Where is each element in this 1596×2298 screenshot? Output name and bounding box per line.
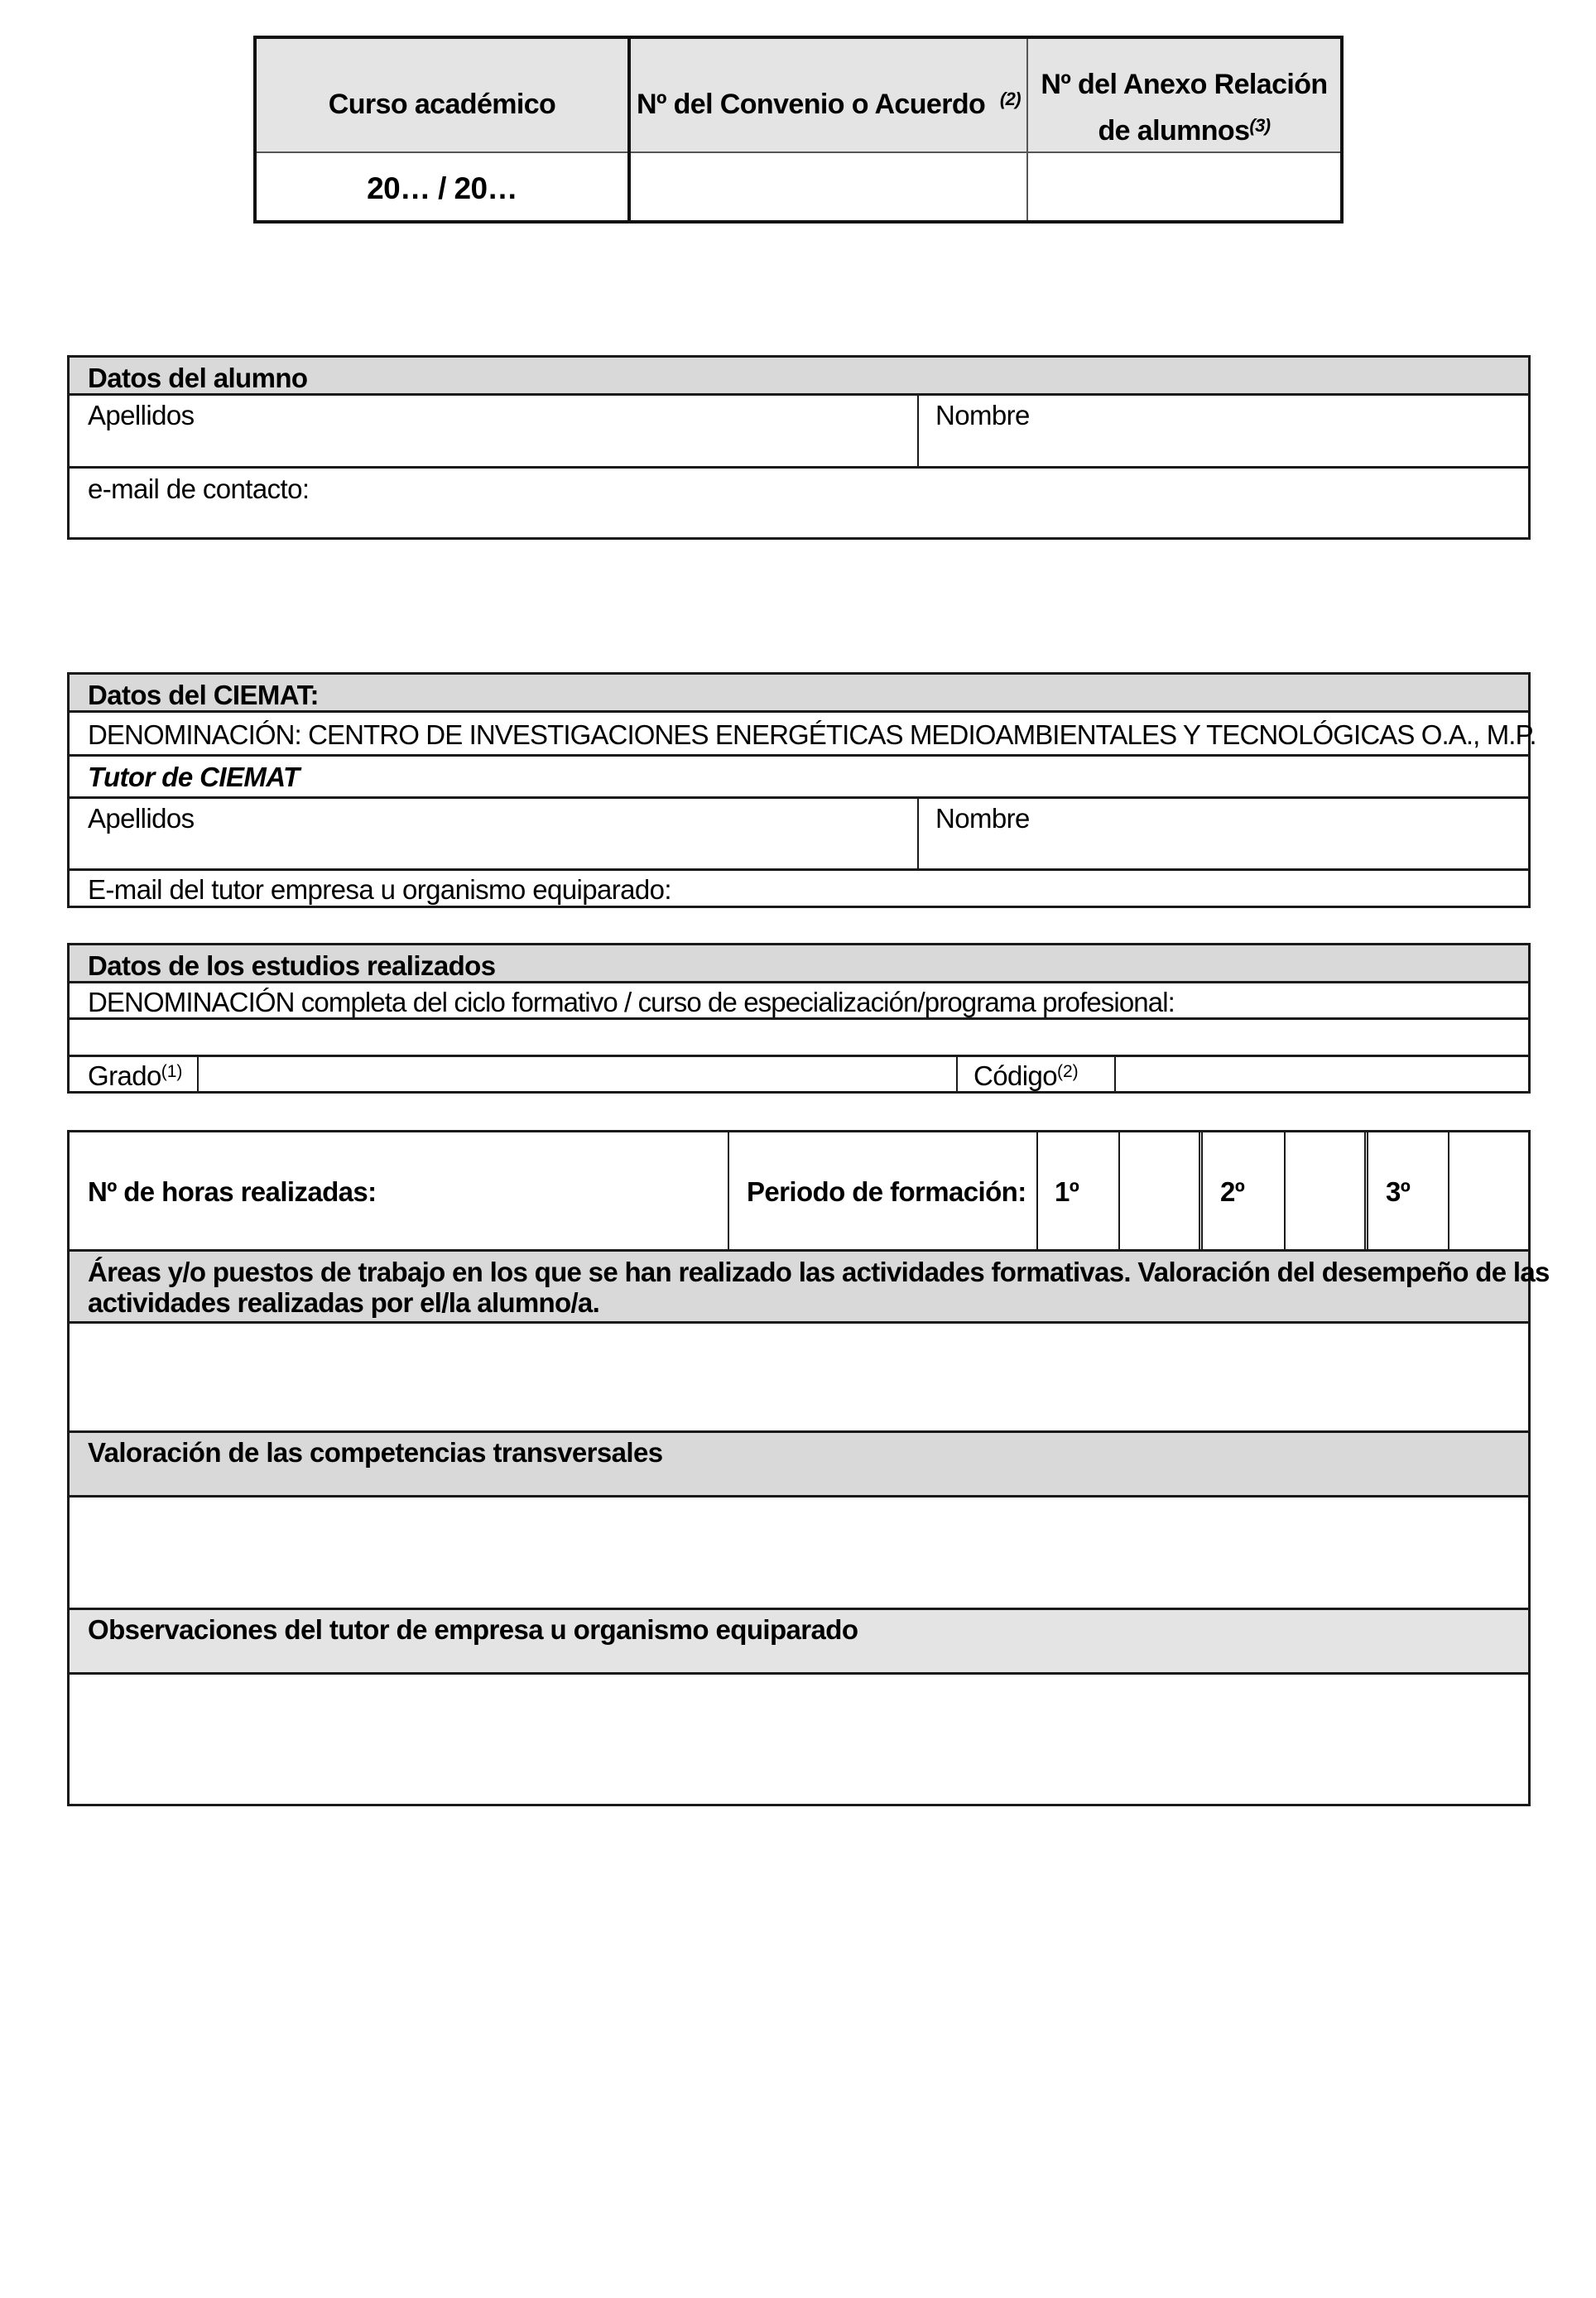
evaluation-table (67, 1130, 1550, 1806)
convenio-value-field[interactable] (631, 153, 1026, 220)
curso-academico-label: Curso académico (328, 89, 556, 120)
anexo-label-line2: de alumnos (1098, 115, 1250, 147)
email-label: e-mail de contacto: (88, 474, 310, 504)
apellidos-label: Apellidos (88, 400, 195, 430)
ciemat-denominacion: DENOMINACIÓN: CENTRO DE INVESTIGACIONES ENERGÉTICAS MEDIOAMBIENTALES Y TECNOLÓGICAS O.A., M.P. (88, 719, 1536, 750)
nombre-field[interactable] (919, 396, 1528, 466)
periodo-label: Periodo de formación: (747, 1176, 1026, 1207)
studies-data-table (67, 943, 1531, 1094)
studies-denominacion-field[interactable] (70, 1020, 1528, 1055)
periodo-3-field[interactable] (1449, 1132, 1528, 1250)
tutor-email-label: E-mail del tutor empresa u organismo equiparado: (88, 874, 671, 905)
codigo-label-text: Código (973, 1060, 1057, 1091)
observaciones-field[interactable] (70, 1675, 1528, 1804)
areas-title (88, 1257, 1550, 1318)
periodo-1-label: 1º (1055, 1176, 1079, 1207)
footnote-marker: (2) (1056, 1062, 1079, 1081)
divider (956, 1056, 958, 1091)
footnote-marker: (2) (999, 89, 1021, 109)
divider (1199, 1132, 1203, 1250)
divider (728, 1132, 729, 1250)
anexo-value-field[interactable] (1028, 153, 1340, 220)
footnote-marker: (3) (1249, 115, 1271, 136)
studies-denominacion-label: DENOMINACIÓN completa del ciclo formativo / curso de especialización/programa profesional: (88, 987, 1175, 1017)
tutor-ciemat-title: Tutor de CIEMAT (88, 762, 300, 792)
horas-label: Nº de horas realizadas: (88, 1176, 377, 1207)
student-section-title: Datos del alumno (88, 363, 308, 393)
ciemat-section-title: Datos del CIEMAT: (88, 680, 319, 710)
competencias-title: Valoración de las competencias transversales (88, 1437, 663, 1468)
grado-field[interactable] (199, 1057, 956, 1091)
anexo-header (1028, 64, 1340, 151)
tutor-nombre-field[interactable] (919, 799, 1528, 868)
codigo-field[interactable] (1116, 1057, 1528, 1091)
curso-academico-value[interactable]: 20… / 20… (367, 171, 517, 205)
apellidos-field[interactable] (70, 396, 917, 466)
areas-field[interactable] (70, 1324, 1528, 1430)
anexo-label-line1: Nº del Anexo Relación (1041, 69, 1328, 100)
ciemat-data-table (67, 672, 1536, 908)
divider (70, 981, 1528, 983)
grado-label-text: Grado (88, 1060, 161, 1091)
convenio-label: Nº del Convenio o Acuerdo (637, 89, 986, 120)
grado-label (88, 1062, 182, 1089)
divider (70, 1249, 1528, 1252)
competencias-field[interactable] (70, 1498, 1528, 1608)
divider (70, 710, 1528, 713)
tutor-apellidos-label: Apellidos (88, 803, 195, 834)
observaciones-title: Observaciones del tutor de empresa u organismo equiparado (88, 1614, 858, 1645)
divider (1364, 1132, 1368, 1250)
studies-section-title: Datos de los estudios realizados (88, 950, 496, 981)
periodo-1-field[interactable] (1120, 1132, 1199, 1250)
periodo-2-field[interactable] (1286, 1132, 1364, 1250)
tutor-nombre-label: Nombre (935, 803, 1030, 834)
curso-academico-header (257, 90, 627, 118)
divider (70, 754, 1528, 757)
areas-title-line1: Áreas y/o puestos de trabajo en los que se han realizado las actividades formativas. Valoración del desempeño de las (88, 1257, 1550, 1287)
convenio-header (631, 90, 1026, 118)
periodo-3-label: 3º (1386, 1176, 1411, 1207)
tutor-email-field[interactable] (70, 871, 1528, 906)
divider (1036, 1132, 1038, 1250)
student-data-table (67, 355, 1531, 540)
codigo-label (973, 1062, 1079, 1089)
email-field[interactable] (70, 469, 1528, 537)
areas-title-line2: actividades realizadas por el/la alumno/a. (88, 1287, 600, 1318)
course-header-table (253, 36, 1344, 224)
footnote-marker: (1) (161, 1062, 183, 1081)
periodo-2-label: 2º (1220, 1176, 1245, 1207)
nombre-label: Nombre (935, 400, 1030, 430)
tutor-apellidos-field[interactable] (70, 799, 917, 868)
